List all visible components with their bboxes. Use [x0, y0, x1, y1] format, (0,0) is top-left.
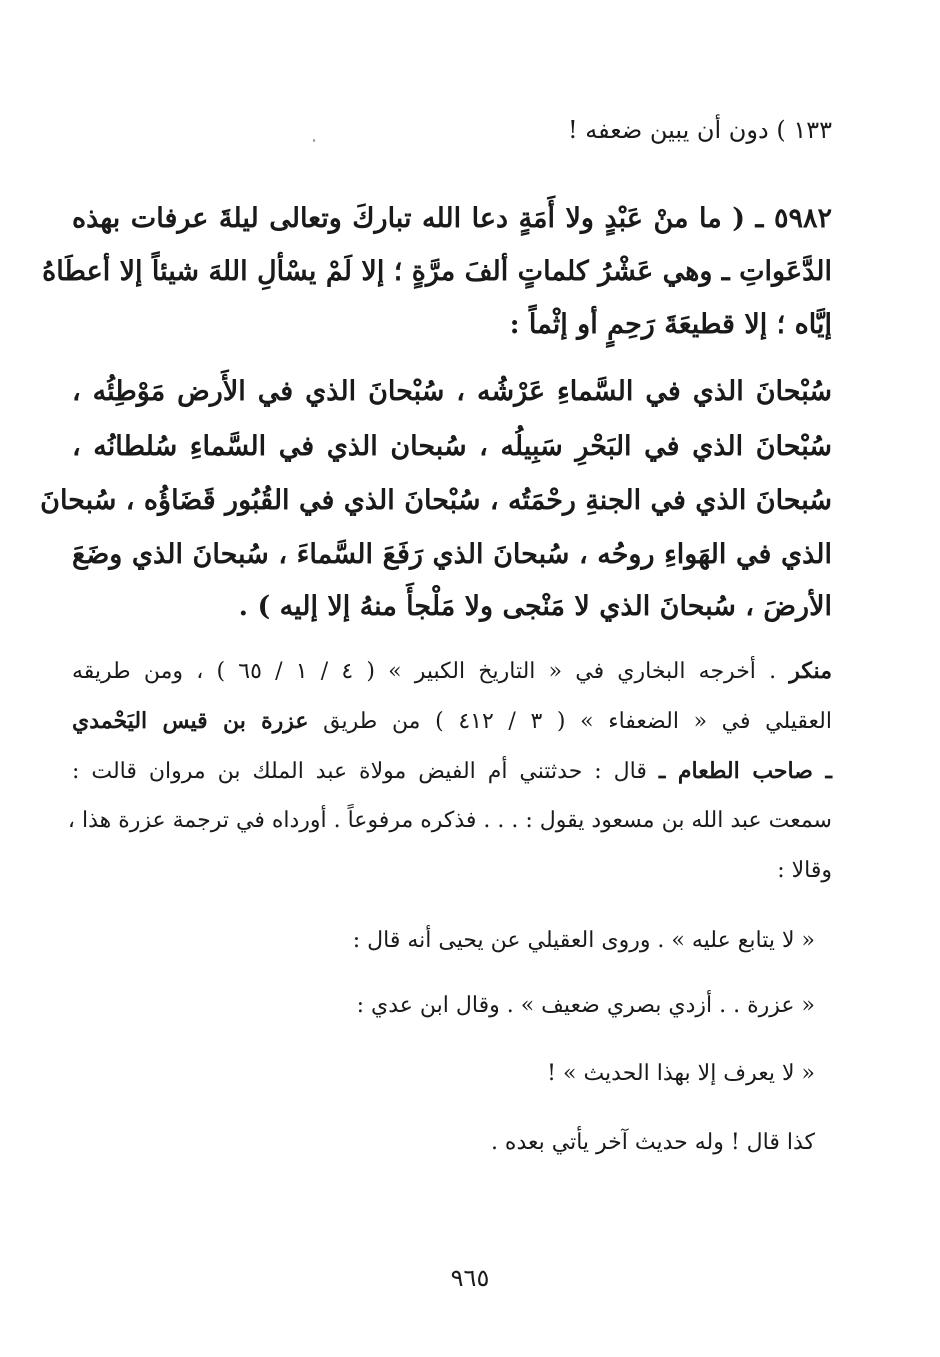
takhrij-line-1 [72, 660, 832, 683]
takhrij-line-3 [72, 760, 832, 783]
takhrij-line-2 [72, 710, 832, 733]
tasbih-line-4: الذي في الهَواءِ روحُه ، سُبحانَ الذي رَفَعَ السَّماءَ ، سُبحانَ الذي وضَعَ [72, 539, 832, 570]
page-number: ٩٦٥ [450, 1264, 490, 1292]
quote-line-2: « عزرة . . أزدي بصري ضعيف » . وقال ابن عدي : [356, 993, 815, 1018]
closing-remark: كذا قال ! وله حديث آخر يأتي بعده . [490, 1130, 815, 1155]
continuation-line: ١٣٣ ) دون أن يبين ضعفه ! [567, 116, 832, 144]
takhrij-line-2-text: العقيلي في « الضعفاء » ( ٣ / ٤١٢ ) من طريق [308, 709, 832, 734]
hadith-text-line-3: إيَّاه ؛ إلا قطيعَةَ رَحِمٍ أو إثْماً : [509, 309, 832, 340]
quote-line-1: « لا يتابع عليه » . وروى العقيلي عن يحيى أنه قال : [352, 928, 815, 953]
takhrij-line-5: وقالا : [777, 858, 832, 883]
takhrij-line-3-text: قال : حدثتني أم الفيض مولاة عبد الملك بن مروان قالت : [72, 759, 659, 784]
tasbih-line-5: الأرضَ ، سُبحانَ الذي لا مَنْجى ولا مَلْجأَ منهُ إلا إليه ) . [238, 591, 832, 622]
tasbih-line-3: سُبحانَ الذي في الجنةِ رحْمَتُه ، سُبْحانَ الذي في القُبُور قَضَاؤُه ، سُبحانَ [40, 485, 832, 516]
narrator-name: عزرة بن قيس اليَحْمدي [72, 708, 309, 734]
takhrij-line-1-text: . أخرجه البخاري في « التاريخ الكبير » ( ٤ / ١ / ٦٥ ) ، ومن طريقه [72, 659, 790, 684]
quote-line-3: « لا يعرف إلا بهذا الحديث » ! [547, 1061, 815, 1086]
scan-speck [313, 139, 315, 142]
tasbih-line-1: سُبْحانَ الذي في السَّماءِ عَرْشُه ، سُبْحانَ الذي في الأَرض مَوْطِئُه ، [72, 376, 832, 407]
hadith-text-line-2: الدَّعَواتِ ـ وهي عَشْرُ كلماتٍ ألفَ مرَّةٍ ؛ إلا لَمْ يسْألِ اللهَ شيئاً إلا أعطَاهُ [42, 256, 832, 287]
takhrij-line-4: سمعت عبد الله بن مسعود يقول : . . . فذكره مرفوعاً . أورداه في ترجمة عزرة هذا ، [67, 808, 832, 833]
narrator-epithet: ـ صاحب الطعام ـ [658, 758, 832, 784]
tasbih-line-2: سُبْحانَ الذي في البَحْرِ سَبِيلُه ، سُبحان الذي في السَّماءِ سُلطانُه ، [72, 431, 832, 462]
grade-label: منكر [789, 658, 832, 684]
hadith-text-line-1: ٥٩٨٢ ـ ( ما منْ عَبْدٍ ولا أَمَةٍ دعا الله تباركَ وتعالى ليلةَ عرفات بهذه [72, 203, 832, 234]
